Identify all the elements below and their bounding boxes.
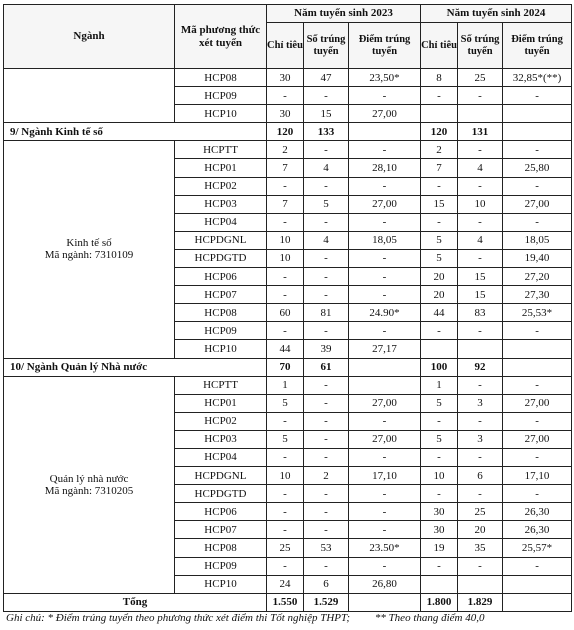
chi-tieu-2023: - xyxy=(267,213,304,231)
so-trung-tuyen-2023: 4 xyxy=(304,231,349,249)
diem-trung-tuyen-2023: - xyxy=(349,249,421,267)
total-value: 1.800 xyxy=(421,593,458,611)
diem-trung-tuyen-2023: 23,50* xyxy=(349,69,421,87)
diem-trung-tuyen-2024: 27,00 xyxy=(503,195,572,213)
chi-tieu-2024 xyxy=(421,105,458,123)
so-trung-tuyen-2024: 35 xyxy=(458,539,503,557)
section-summary-value: 70 xyxy=(267,358,304,376)
chi-tieu-2023: - xyxy=(267,268,304,286)
method-code: HCP10 xyxy=(175,575,267,593)
table-row xyxy=(4,69,572,87)
chi-tieu-2024: - xyxy=(421,87,458,105)
method-code: HCPDGNL xyxy=(175,231,267,249)
so-trung-tuyen-2023: - xyxy=(304,286,349,304)
method-code: HCP01 xyxy=(175,394,267,412)
chi-tieu-2024: - xyxy=(421,557,458,575)
chi-tieu-2024: 5 xyxy=(421,231,458,249)
so-trung-tuyen-2024: - xyxy=(458,412,503,430)
method-code: HCP10 xyxy=(175,340,267,358)
total-label: Tổng xyxy=(4,593,267,611)
header-diem-trung-tuyen-2023: Điểm trúng tuyển xyxy=(349,23,421,69)
so-trung-tuyen-2024: - xyxy=(458,322,503,340)
so-trung-tuyen-2023: - xyxy=(304,557,349,575)
chi-tieu-2024: 5 xyxy=(421,394,458,412)
chi-tieu-2023: - xyxy=(267,87,304,105)
method-code: HCP06 xyxy=(175,268,267,286)
so-trung-tuyen-2024: - xyxy=(458,376,503,394)
diem-trung-tuyen-2023: 18,05 xyxy=(349,231,421,249)
section-summary-value: 120 xyxy=(267,123,304,141)
chi-tieu-2023: 2 xyxy=(267,141,304,159)
so-trung-tuyen-2024: - xyxy=(458,213,503,231)
section-summary-value xyxy=(349,358,421,376)
chi-tieu-2023: 10 xyxy=(267,467,304,485)
chi-tieu-2023: 7 xyxy=(267,195,304,213)
header-year-2023: Năm tuyển sinh 2023 xyxy=(267,5,421,23)
so-trung-tuyen-2023: - xyxy=(304,485,349,503)
so-trung-tuyen-2023: - xyxy=(304,177,349,195)
diem-trung-tuyen-2024 xyxy=(503,575,572,593)
section-row xyxy=(4,123,572,141)
diem-trung-tuyen-2024: 18,05 xyxy=(503,231,572,249)
so-trung-tuyen-2024: 3 xyxy=(458,394,503,412)
diem-trung-tuyen-2024: - xyxy=(503,177,572,195)
method-code: HCP03 xyxy=(175,195,267,213)
method-code: HCP03 xyxy=(175,430,267,448)
chi-tieu-2023: 44 xyxy=(267,340,304,358)
so-trung-tuyen-2023: 81 xyxy=(304,304,349,322)
diem-trung-tuyen-2023: - xyxy=(349,268,421,286)
so-trung-tuyen-2023: - xyxy=(304,394,349,412)
diem-trung-tuyen-2023: - xyxy=(349,213,421,231)
table-row xyxy=(4,141,572,159)
so-trung-tuyen-2024: 4 xyxy=(458,159,503,177)
method-code: HCP09 xyxy=(175,322,267,340)
so-trung-tuyen-2024: - xyxy=(458,141,503,159)
diem-trung-tuyen-2023: - xyxy=(349,485,421,503)
diem-trung-tuyen-2024: - xyxy=(503,141,572,159)
total-value: 1.829 xyxy=(458,593,503,611)
footnote-2: ** Theo thang điểm 40,0 xyxy=(374,612,485,624)
so-trung-tuyen-2024: - xyxy=(458,557,503,575)
diem-trung-tuyen-2024: 25,57* xyxy=(503,539,572,557)
so-trung-tuyen-2024: 4 xyxy=(458,231,503,249)
chi-tieu-2024: 5 xyxy=(421,430,458,448)
so-trung-tuyen-2023: 15 xyxy=(304,105,349,123)
diem-trung-tuyen-2024: 27,30 xyxy=(503,286,572,304)
chi-tieu-2023: 24 xyxy=(267,575,304,593)
header-method: Mã phương thức xét tuyển xyxy=(175,5,267,69)
chi-tieu-2024: 5 xyxy=(421,249,458,267)
so-trung-tuyen-2023: 39 xyxy=(304,340,349,358)
diem-trung-tuyen-2023: - xyxy=(349,503,421,521)
method-code: HCPDGTD xyxy=(175,485,267,503)
so-trung-tuyen-2023: 6 xyxy=(304,575,349,593)
section-summary-value xyxy=(349,123,421,141)
section-summary-value: 133 xyxy=(304,123,349,141)
method-code: HCP09 xyxy=(175,87,267,105)
diem-trung-tuyen-2023: - xyxy=(349,521,421,539)
diem-trung-tuyen-2024 xyxy=(503,340,572,358)
header-so-trung-tuyen-2023: Số trúng tuyển xyxy=(304,23,349,69)
so-trung-tuyen-2023: - xyxy=(304,448,349,466)
so-trung-tuyen-2024: - xyxy=(458,485,503,503)
so-trung-tuyen-2024 xyxy=(458,575,503,593)
method-code: HCP08 xyxy=(175,69,267,87)
so-trung-tuyen-2024 xyxy=(458,340,503,358)
so-trung-tuyen-2024: 3 xyxy=(458,430,503,448)
so-trung-tuyen-2024: 15 xyxy=(458,268,503,286)
diem-trung-tuyen-2024: 27,00 xyxy=(503,394,572,412)
chi-tieu-2023: - xyxy=(267,177,304,195)
method-code: HCP07 xyxy=(175,286,267,304)
chi-tieu-2024: 1 xyxy=(421,376,458,394)
total-value xyxy=(503,593,572,611)
so-trung-tuyen-2023: - xyxy=(304,141,349,159)
diem-trung-tuyen-2024: 17,10 xyxy=(503,467,572,485)
chi-tieu-2024 xyxy=(421,575,458,593)
chi-tieu-2023: 30 xyxy=(267,69,304,87)
so-trung-tuyen-2023: - xyxy=(304,322,349,340)
diem-trung-tuyen-2023: - xyxy=(349,141,421,159)
section-summary-value: 131 xyxy=(458,123,503,141)
nganh-cell-previous xyxy=(4,69,175,123)
chi-tieu-2023: - xyxy=(267,448,304,466)
chi-tieu-2023: - xyxy=(267,286,304,304)
method-code: HCP02 xyxy=(175,412,267,430)
method-code: HCP09 xyxy=(175,557,267,575)
method-code: HCPDGTD xyxy=(175,249,267,267)
chi-tieu-2023: 5 xyxy=(267,430,304,448)
chi-tieu-2024: 10 xyxy=(421,467,458,485)
diem-trung-tuyen-2023 xyxy=(349,376,421,394)
table-body xyxy=(4,69,572,612)
chi-tieu-2023: 25 xyxy=(267,539,304,557)
section-summary-value: 61 xyxy=(304,358,349,376)
chi-tieu-2024 xyxy=(421,340,458,358)
so-trung-tuyen-2024: 20 xyxy=(458,521,503,539)
method-code: HCP02 xyxy=(175,177,267,195)
chi-tieu-2023: 10 xyxy=(267,249,304,267)
so-trung-tuyen-2024: 83 xyxy=(458,304,503,322)
so-trung-tuyen-2024: 10 xyxy=(458,195,503,213)
nganh-name: Quản lý nhà nước Mã ngành: 7310205 xyxy=(4,376,175,593)
section-summary-value: 92 xyxy=(458,358,503,376)
so-trung-tuyen-2023: - xyxy=(304,503,349,521)
diem-trung-tuyen-2024: - xyxy=(503,448,572,466)
chi-tieu-2024: 20 xyxy=(421,268,458,286)
so-trung-tuyen-2024: 25 xyxy=(458,503,503,521)
chi-tieu-2024: - xyxy=(421,412,458,430)
table-row xyxy=(4,376,572,394)
method-code: HCP08 xyxy=(175,304,267,322)
so-trung-tuyen-2024: - xyxy=(458,249,503,267)
so-trung-tuyen-2024: 25 xyxy=(458,69,503,87)
diem-trung-tuyen-2023: 26,80 xyxy=(349,575,421,593)
diem-trung-tuyen-2024: 26,30 xyxy=(503,521,572,539)
method-code: HCP04 xyxy=(175,213,267,231)
so-trung-tuyen-2023: 47 xyxy=(304,69,349,87)
chi-tieu-2023: - xyxy=(267,412,304,430)
diem-trung-tuyen-2023: 23.50* xyxy=(349,539,421,557)
diem-trung-tuyen-2024: 32,85*(**) xyxy=(503,69,572,87)
diem-trung-tuyen-2024: - xyxy=(503,485,572,503)
diem-trung-tuyen-2023: 28,10 xyxy=(349,159,421,177)
diem-trung-tuyen-2023: 27,00 xyxy=(349,105,421,123)
chi-tieu-2024: - xyxy=(421,485,458,503)
diem-trung-tuyen-2023: 27,00 xyxy=(349,394,421,412)
diem-trung-tuyen-2024: 25,80 xyxy=(503,159,572,177)
diem-trung-tuyen-2023: - xyxy=(349,286,421,304)
so-trung-tuyen-2024: 15 xyxy=(458,286,503,304)
section-row xyxy=(4,358,572,376)
chi-tieu-2024: - xyxy=(421,213,458,231)
chi-tieu-2024: 8 xyxy=(421,69,458,87)
so-trung-tuyen-2023: - xyxy=(304,521,349,539)
header-nganh: Ngành xyxy=(4,5,175,69)
chi-tieu-2024: 20 xyxy=(421,286,458,304)
diem-trung-tuyen-2024: 27,20 xyxy=(503,268,572,286)
chi-tieu-2023: 7 xyxy=(267,159,304,177)
chi-tieu-2024: 15 xyxy=(421,195,458,213)
footnote xyxy=(6,612,507,624)
so-trung-tuyen-2024: - xyxy=(458,448,503,466)
so-trung-tuyen-2023: 2 xyxy=(304,467,349,485)
section-title: 9/ Ngành Kinh tế số xyxy=(4,123,267,141)
so-trung-tuyen-2023: - xyxy=(304,412,349,430)
chi-tieu-2024: 30 xyxy=(421,521,458,539)
diem-trung-tuyen-2024: - xyxy=(503,213,572,231)
so-trung-tuyen-2024: 6 xyxy=(458,467,503,485)
so-trung-tuyen-2023: - xyxy=(304,249,349,267)
chi-tieu-2023: 5 xyxy=(267,394,304,412)
chi-tieu-2023: - xyxy=(267,557,304,575)
diem-trung-tuyen-2024: - xyxy=(503,412,572,430)
chi-tieu-2024: - xyxy=(421,322,458,340)
method-code: HCP08 xyxy=(175,539,267,557)
diem-trung-tuyen-2024: 25,53* xyxy=(503,304,572,322)
chi-tieu-2024: 44 xyxy=(421,304,458,322)
total-value: 1.550 xyxy=(267,593,304,611)
so-trung-tuyen-2023: - xyxy=(304,430,349,448)
diem-trung-tuyen-2023: 24.90* xyxy=(349,304,421,322)
so-trung-tuyen-2023: - xyxy=(304,87,349,105)
diem-trung-tuyen-2023: - xyxy=(349,322,421,340)
so-trung-tuyen-2024: - xyxy=(458,87,503,105)
header-year-2024: Năm tuyển sinh 2024 xyxy=(421,5,572,23)
diem-trung-tuyen-2023: 17,10 xyxy=(349,467,421,485)
method-code: HCPTT xyxy=(175,141,267,159)
chi-tieu-2023: 60 xyxy=(267,304,304,322)
method-code: HCP07 xyxy=(175,521,267,539)
so-trung-tuyen-2024 xyxy=(458,105,503,123)
chi-tieu-2023: 30 xyxy=(267,105,304,123)
diem-trung-tuyen-2023: - xyxy=(349,412,421,430)
so-trung-tuyen-2024: - xyxy=(458,177,503,195)
header-chi-tieu-2024: Chỉ tiêu xyxy=(421,23,458,69)
method-code: HCP01 xyxy=(175,159,267,177)
chi-tieu-2023: 10 xyxy=(267,231,304,249)
section-summary-value: 120 xyxy=(421,123,458,141)
diem-trung-tuyen-2024: 19,40 xyxy=(503,249,572,267)
total-value: 1.529 xyxy=(304,593,349,611)
section-summary-value: 100 xyxy=(421,358,458,376)
header-so-trung-tuyen-2024: Số trúng tuyển xyxy=(458,23,503,69)
diem-trung-tuyen-2024 xyxy=(503,105,572,123)
method-code: HCP10 xyxy=(175,105,267,123)
so-trung-tuyen-2023: - xyxy=(304,213,349,231)
chi-tieu-2023: 1 xyxy=(267,376,304,394)
nganh-name: Kinh tế số Mã ngành: 7310109 xyxy=(4,141,175,358)
so-trung-tuyen-2023: - xyxy=(304,268,349,286)
method-code: HCPDGNL xyxy=(175,467,267,485)
diem-trung-tuyen-2023: 27,17 xyxy=(349,340,421,358)
chi-tieu-2024: 19 xyxy=(421,539,458,557)
section-summary-value xyxy=(503,358,572,376)
so-trung-tuyen-2023: 53 xyxy=(304,539,349,557)
header-diem-trung-tuyen-2024: Điểm trúng tuyển xyxy=(503,23,572,69)
diem-trung-tuyen-2023: - xyxy=(349,177,421,195)
diem-trung-tuyen-2023: - xyxy=(349,87,421,105)
diem-trung-tuyen-2024: 26,30 xyxy=(503,503,572,521)
chi-tieu-2023: - xyxy=(267,322,304,340)
chi-tieu-2023: - xyxy=(267,521,304,539)
chi-tieu-2024: 7 xyxy=(421,159,458,177)
diem-trung-tuyen-2024: 27,00 xyxy=(503,430,572,448)
footnote-1: Ghi chú: * Điểm trúng tuyển theo phương thức xét điểm thi Tốt nghiệp THPT; xyxy=(6,612,351,624)
admission-table xyxy=(3,4,572,612)
diem-trung-tuyen-2024: - xyxy=(503,557,572,575)
diem-trung-tuyen-2024: - xyxy=(503,87,572,105)
method-code: HCP06 xyxy=(175,503,267,521)
method-code: HCP04 xyxy=(175,448,267,466)
diem-trung-tuyen-2023: - xyxy=(349,448,421,466)
header-chi-tieu-2023: Chỉ tiêu xyxy=(267,23,304,69)
chi-tieu-2024: 2 xyxy=(421,141,458,159)
method-code: HCPTT xyxy=(175,376,267,394)
section-summary-value xyxy=(503,123,572,141)
chi-tieu-2024: 30 xyxy=(421,503,458,521)
so-trung-tuyen-2023: 5 xyxy=(304,195,349,213)
diem-trung-tuyen-2024: - xyxy=(503,376,572,394)
so-trung-tuyen-2023: - xyxy=(304,376,349,394)
so-trung-tuyen-2023: 4 xyxy=(304,159,349,177)
chi-tieu-2024: - xyxy=(421,448,458,466)
chi-tieu-2024: - xyxy=(421,177,458,195)
section-title: 10/ Ngành Quản lý Nhà nước xyxy=(4,358,267,376)
diem-trung-tuyen-2023: 27,00 xyxy=(349,195,421,213)
chi-tieu-2023: - xyxy=(267,503,304,521)
total-row xyxy=(4,593,572,611)
chi-tieu-2023: - xyxy=(267,485,304,503)
diem-trung-tuyen-2023: 27,00 xyxy=(349,430,421,448)
diem-trung-tuyen-2023: - xyxy=(349,557,421,575)
diem-trung-tuyen-2024: - xyxy=(503,322,572,340)
total-value xyxy=(349,593,421,611)
